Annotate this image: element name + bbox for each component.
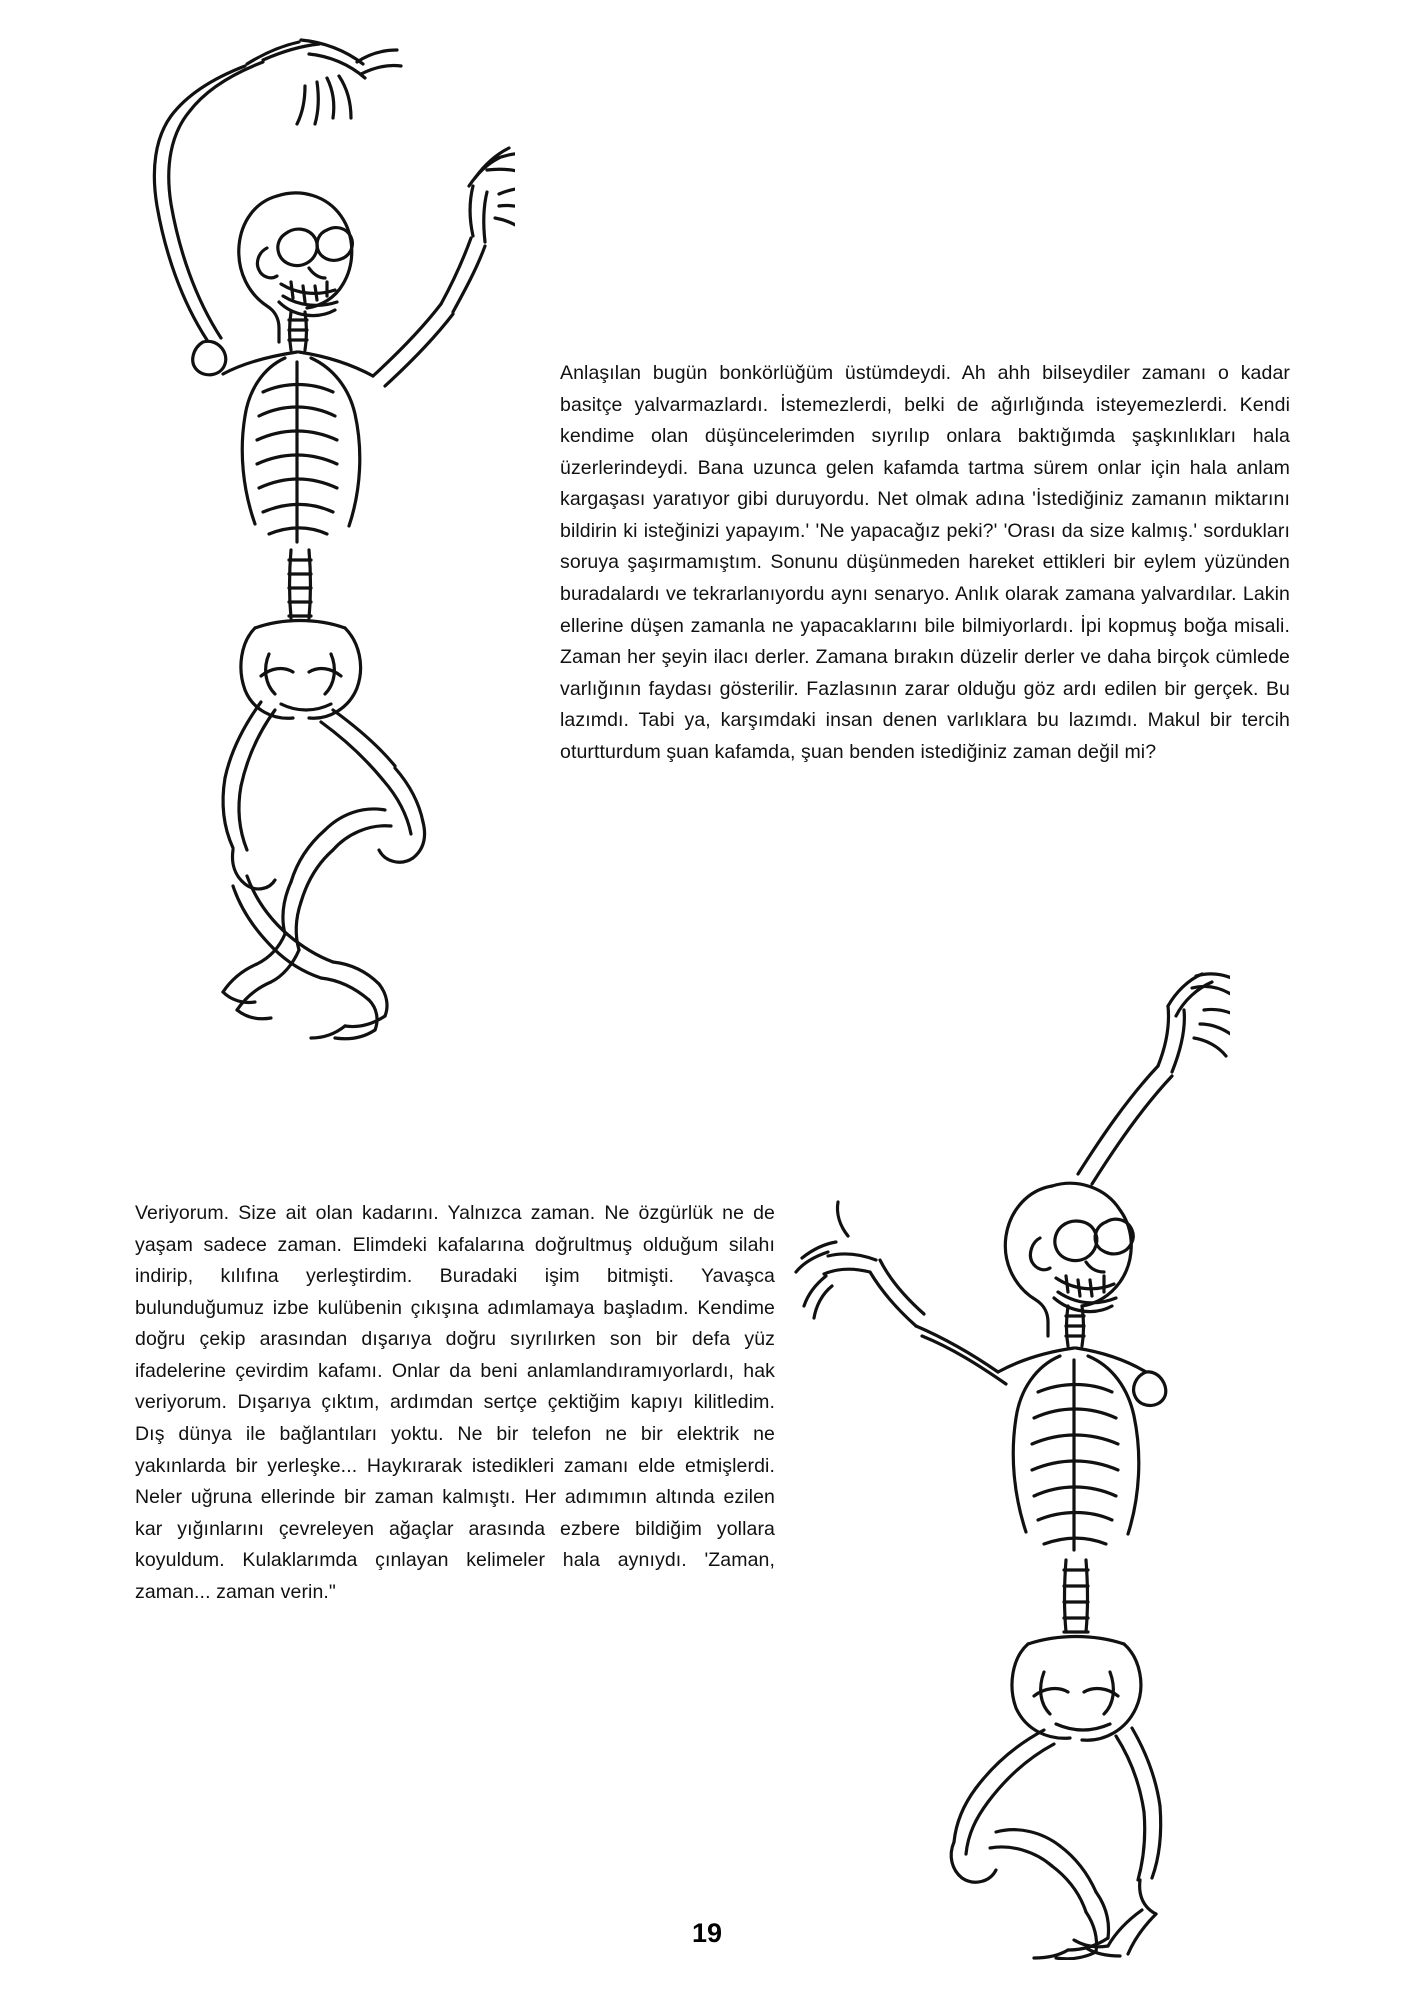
dancing-skeleton-bottom-illustration	[790, 880, 1230, 1960]
dancing-skeleton-top-illustration	[95, 20, 515, 1090]
body-paragraph-bottom: Veriyorum. Size ait olan kadarını. Yalnızca zaman. Ne özgürlük ne de yaşam sadece zaman. Elimdeki kafalarına doğrultmuş olduğum silahı indirip, kılıfına yerleştirdim. Buradaki işim bitmişti. Yavaşca bulunduğumuz izbe kulübenin çıkışına adımlamaya başladım. Kendime doğru çekip arasından dışarıya doğru sıyrılırken son bir defa yüz ifadelerine çevirdim kafamı. Onlar da beni anlamlandıramıyorlardı, hak veriyorum. Dışarıya çıktım, ardımdan sertçe çektiğim kapıyı kilitledim. Dış dünya ile bağlantıları yoktu. Ne bir telefon ne bir elektrik ne yakınlarda bir yerleşke... Haykırarak istedikleri zamanı elde etmişlerdi. Neler uğruna ellerinde bir zaman kalmıştı. Her adımımın altında ezilen kar yığınlarını çevreleyen ağaçlar arasında ezbere bildiğim yollara koyuldum. Kulaklarımda çınlayan kelimeler hala aynıydı. 'Zaman, zaman... zaman verin."	[135, 1202, 775, 1603]
page-number: 19	[691, 1918, 723, 1948]
body-paragraph-top: Anlaşılan bugün bonkörlüğüm üstümdeydi. Ah ahh bilseydiler zamanı o kadar basitçe yalvarmazlardı. İstemezlerdi, belki de ağırlığında isteyemezlerdi. Kendi kendime olan düşüncelerimden sıyrılıp onlara baktığımda şaşkınlıkları hala üzerlerindeydi. Bana uzunca gelen kafamda tartma sürem onlar için hala anlam kargaşası yaratıyor gibi duruyordu. Net olmak adına 'İstediğiniz zamanın miktarını bildirin ki isteğinizi yapayım.' 'Ne yapacağız peki?' 'Orası da size kalmış.' sordukları soruya şaşırmamıştım. Sonunu düşünmeden hareket ettikleri bir eylem yüzünden buradalardı ve tekrarlanıyordu aynı senaryo. Anlık olarak zamana yalvardılar. Lakin ellerine düşen zamanla ne yapacaklarını bile bilmiyorlardı. İpi kopmuş boğa misali. Zaman her şeyin ilacı derler. Zamana bırakın düzelir derler ve daha birçok cümlede varlığının faydası gösterilir. Fazlasının zarar olduğu göz ardı edilen bir gerçek. Bu lazımdı. Tabi ya, karşımdaki insan denen varlıklara bu lazımdı. Makul bir tercih oturtturdum şuan kafamda, şuan benden istediğiniz zaman değil mi?	[560, 362, 1290, 763]
